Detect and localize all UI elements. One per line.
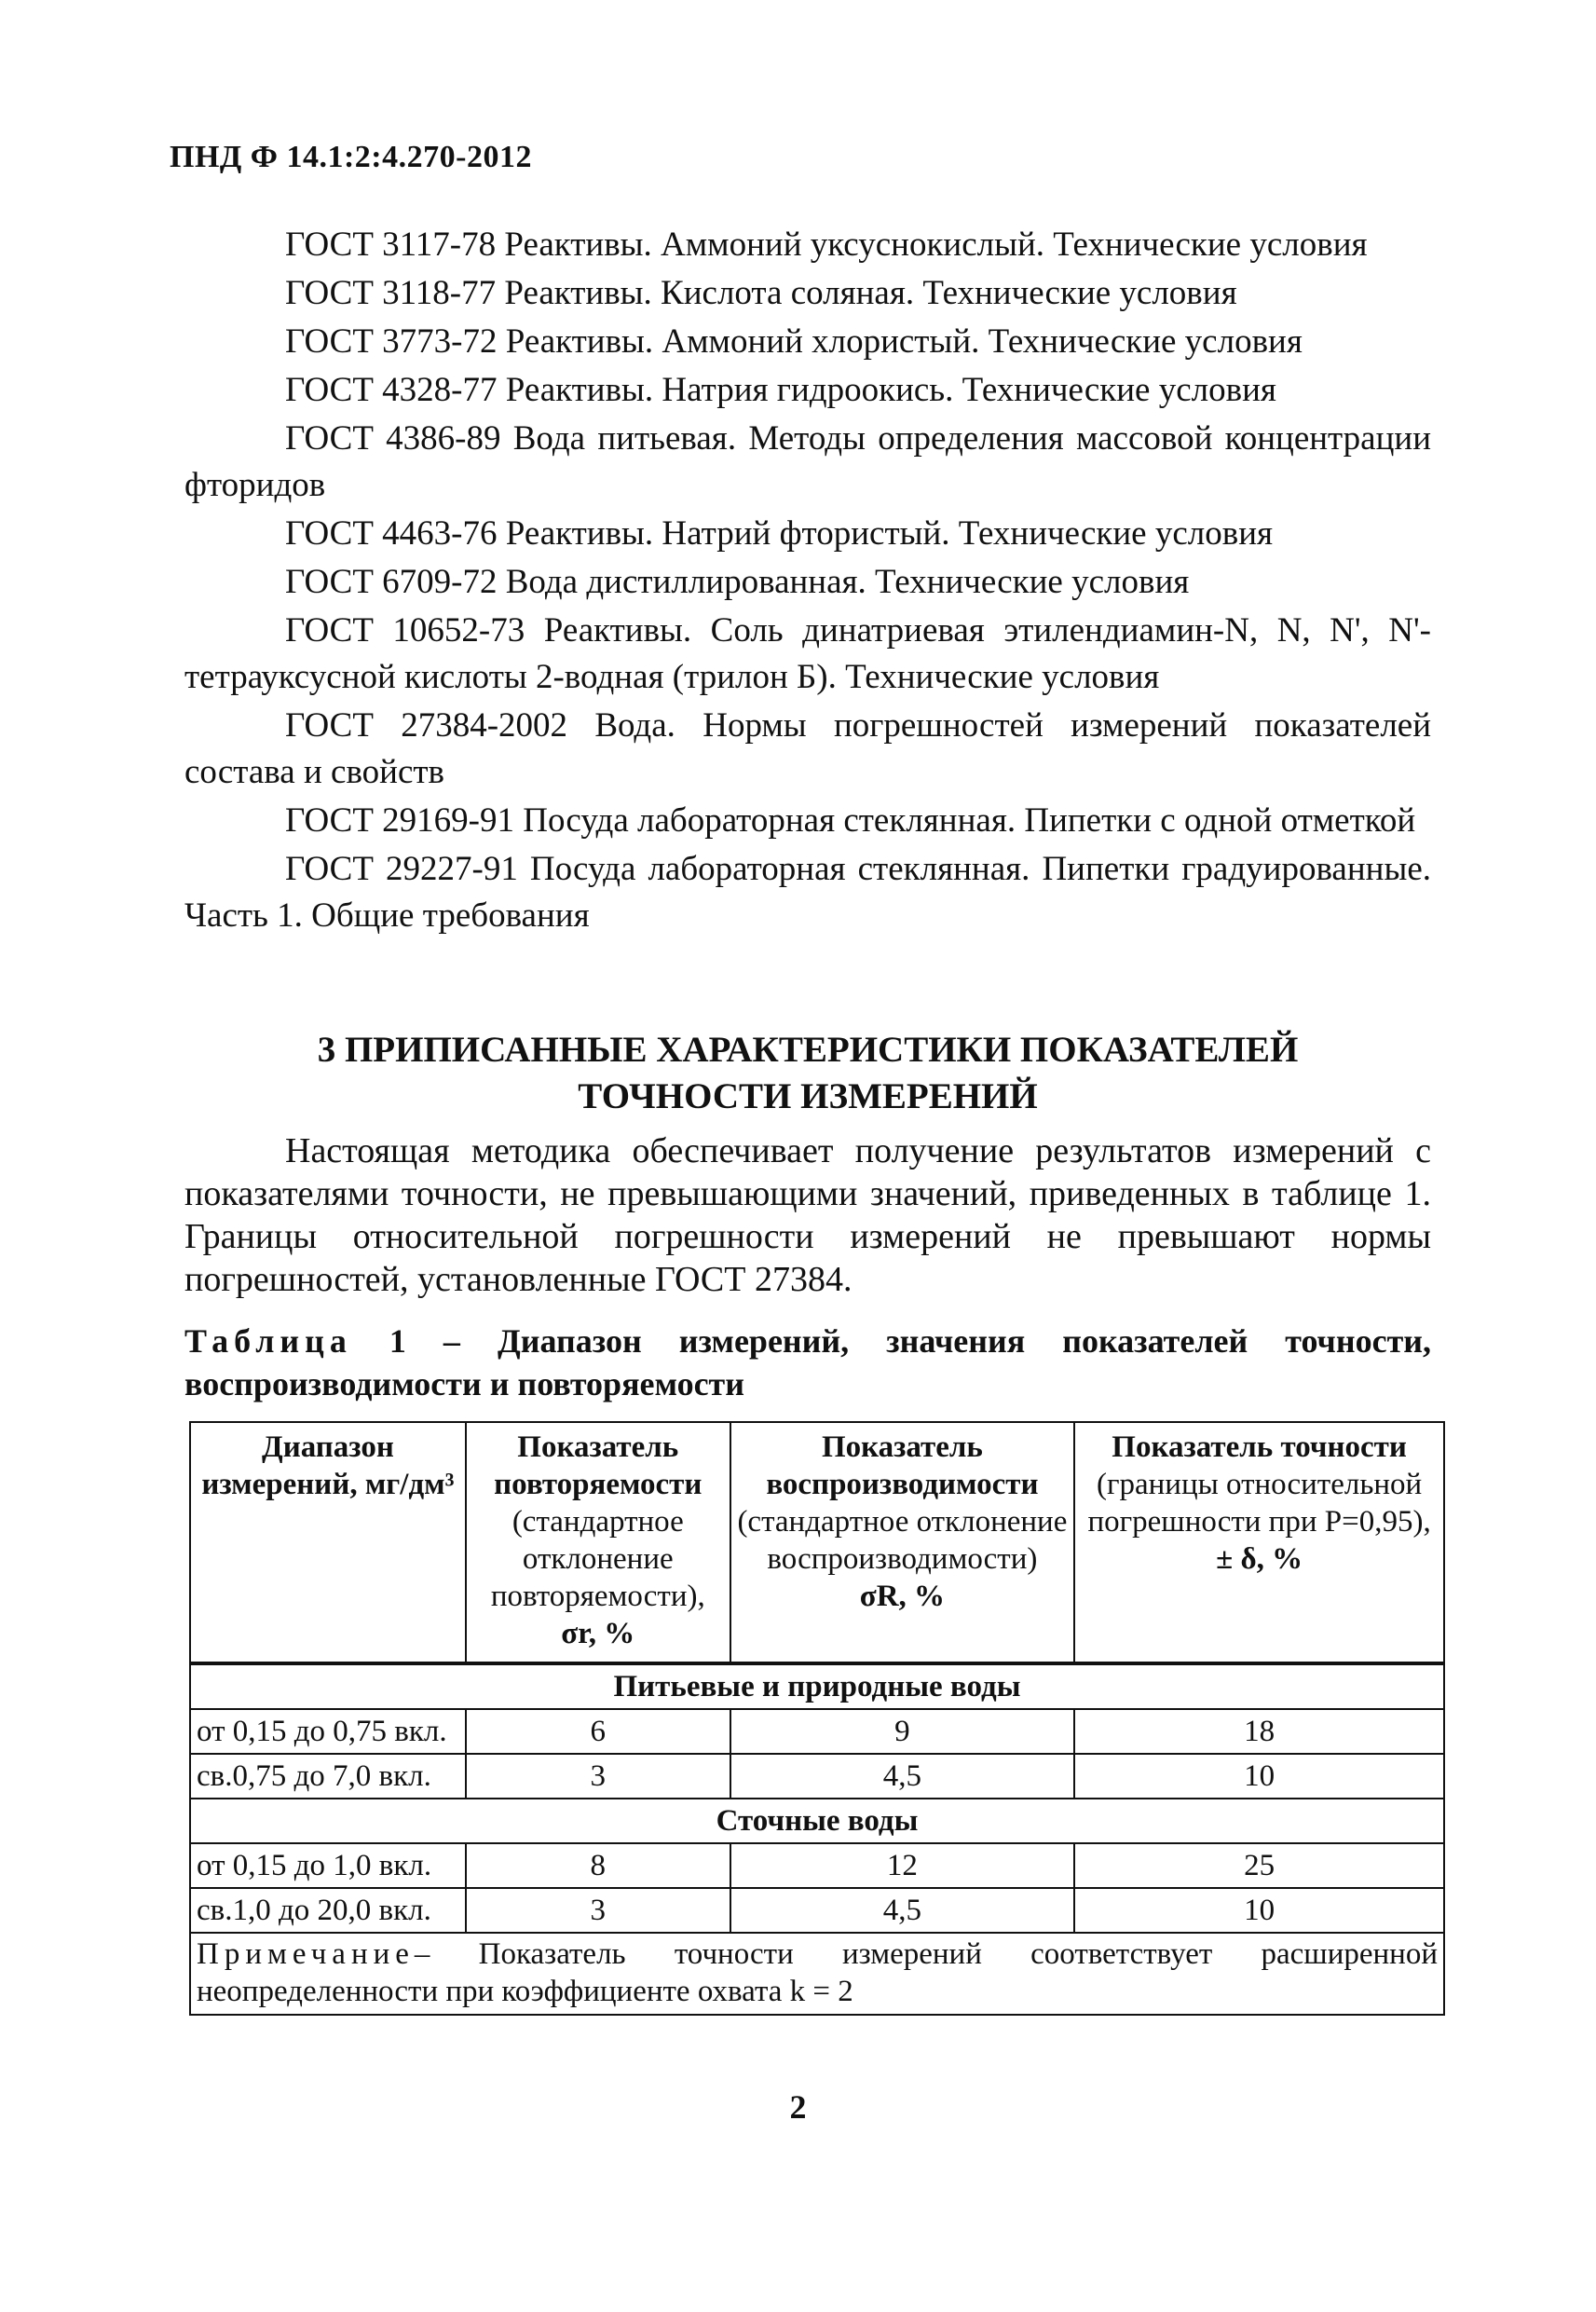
- table-row: [190, 1709, 1444, 1754]
- reference-item: ГОСТ 3118-77 Реактивы. Кислота соляная. Технические условия: [285, 274, 1237, 312]
- table-row: [190, 1888, 1444, 1933]
- header-accuracy: [1074, 1422, 1444, 1663]
- table-caption: [184, 1320, 1431, 1405]
- header-accuracy-desc: (границы относительной погрешности при P=0,95),: [1087, 1468, 1431, 1539]
- header-reproducibility-desc: (стандартное отклонение воспроизводимости): [737, 1505, 1068, 1576]
- reference-item: ГОСТ 4386-89 Вода питьевая. Методы определения массовой концентрации фторидов: [184, 419, 1431, 504]
- normative-references-list: [184, 222, 1431, 941]
- group-waste-water: Сточные воды: [190, 1799, 1444, 1843]
- reference-item: ГОСТ 29227-91 Посуда лабораторная стеклянная. Пипетки градуированные. Часть 1. Общие требования: [184, 850, 1431, 935]
- table-group-row: [190, 1799, 1444, 1843]
- note-text: – Показатель точности измерений соответствует расширенной неопределенности при коэффициенте охвата k = 2: [197, 1937, 1438, 2008]
- page-number: 2: [789, 2088, 807, 2126]
- cell-repeatability: 3: [466, 1754, 730, 1799]
- header-repeatability: [466, 1422, 730, 1663]
- header-repeatability-title: Показатель повторяемости: [494, 1430, 703, 1501]
- header-repeatability-desc: (стандартное отклонение повторяемости),: [490, 1505, 705, 1613]
- table-row: [190, 1843, 1444, 1888]
- header-range-label: Диапазон измерений, мг/дм³: [201, 1430, 455, 1501]
- header-reproducibility-symbol: σR, %: [859, 1580, 946, 1613]
- section-title: [184, 1027, 1431, 1120]
- section-title-line1: 3 ПРИПИСАННЫЕ ХАРАКТЕРИСТИКИ ПОКАЗАТЕЛЕЙ: [317, 1030, 1299, 1070]
- reference-item: ГОСТ 27384-2002 Вода. Нормы погрешностей измерений показателей состава и свойств: [184, 706, 1431, 791]
- section-title-line2: ТОЧНОСТИ ИЗМЕРЕНИЙ: [578, 1076, 1038, 1116]
- cell-range: от 0,15 до 1,0 вкл.: [190, 1843, 466, 1888]
- header-repeatability-symbol: σr, %: [561, 1617, 635, 1650]
- document-code: ПНД Ф 14.1:2:4.270-2012: [170, 140, 532, 174]
- cell-reproducibility: 4,5: [730, 1888, 1075, 1933]
- reference-item: ГОСТ 3117-78 Реактивы. Аммоний уксуснокислый. Технические условия: [285, 226, 1368, 264]
- reference-item: ГОСТ 10652-73 Реактивы. Соль динатриевая этилендиамин-N, N, N', N'- тетрауксусной кислоты 2-водная (трилон Б). Технические условия: [184, 611, 1431, 696]
- cell-reproducibility: 9: [730, 1709, 1075, 1754]
- table-caption-text: 1 – Диапазон измерений, значения показателей точности, воспроизводимости и повторяемости: [184, 1322, 1431, 1402]
- cell-reproducibility: 12: [730, 1843, 1075, 1888]
- header-accuracy-title: Показатель точности: [1112, 1430, 1407, 1464]
- cell-accuracy: 10: [1074, 1888, 1444, 1933]
- cell-range: от 0,15 до 0,75 вкл.: [190, 1709, 466, 1754]
- cell-repeatability: 6: [466, 1709, 730, 1754]
- header-reproducibility-title: Показатель воспроизводимости: [766, 1430, 1039, 1501]
- reference-item: ГОСТ 29169-91 Посуда лабораторная стеклянная. Пипетки с одной отметкой: [285, 801, 1416, 840]
- note-label: Примечание: [197, 1937, 415, 1971]
- reference-item: ГОСТ 4463-76 Реактивы. Натрий фтористый. Технические условия: [285, 514, 1274, 553]
- header-reproducibility: [730, 1422, 1075, 1663]
- header-accuracy-symbol: ± δ, %: [1216, 1542, 1303, 1576]
- accuracy-table: [189, 1421, 1445, 2016]
- cell-repeatability: 8: [466, 1843, 730, 1888]
- cell-range: св.1,0 до 20,0 вкл.: [190, 1888, 466, 1933]
- cell-reproducibility: 4,5: [730, 1754, 1075, 1799]
- table-note-row: [190, 1933, 1444, 2015]
- reference-item: ГОСТ 4328-77 Реактивы. Натрия гидроокись. Технические условия: [285, 371, 1276, 409]
- table-row: [190, 1754, 1444, 1799]
- table-header-row: [190, 1422, 1444, 1663]
- reference-item: ГОСТ 3773-72 Реактивы. Аммоний хлористый. Технические условия: [285, 322, 1303, 361]
- cell-accuracy: 18: [1074, 1709, 1444, 1754]
- cell-accuracy: 25: [1074, 1843, 1444, 1888]
- table-caption-label: Таблица: [184, 1322, 352, 1360]
- section-intro-paragraph: Настоящая методика обеспечивает получение результатов измерений с показателями точности, не превышающими значений, приведенных в таблице 1. Границы относительной погрешности измерений не превышают нормы погрешностей, установленные ГОСТ 27384.: [184, 1131, 1431, 1299]
- table-note: [190, 1933, 1444, 2015]
- table-group-row: [190, 1663, 1444, 1709]
- reference-item: ГОСТ 6709-72 Вода дистиллированная. Технические условия: [285, 563, 1190, 601]
- cell-range: св.0,75 до 7,0 вкл.: [190, 1754, 466, 1799]
- cell-repeatability: 3: [466, 1888, 730, 1933]
- cell-accuracy: 10: [1074, 1754, 1444, 1799]
- group-drinking-water: Питьевые и природные воды: [190, 1663, 1444, 1709]
- header-range: [190, 1422, 466, 1663]
